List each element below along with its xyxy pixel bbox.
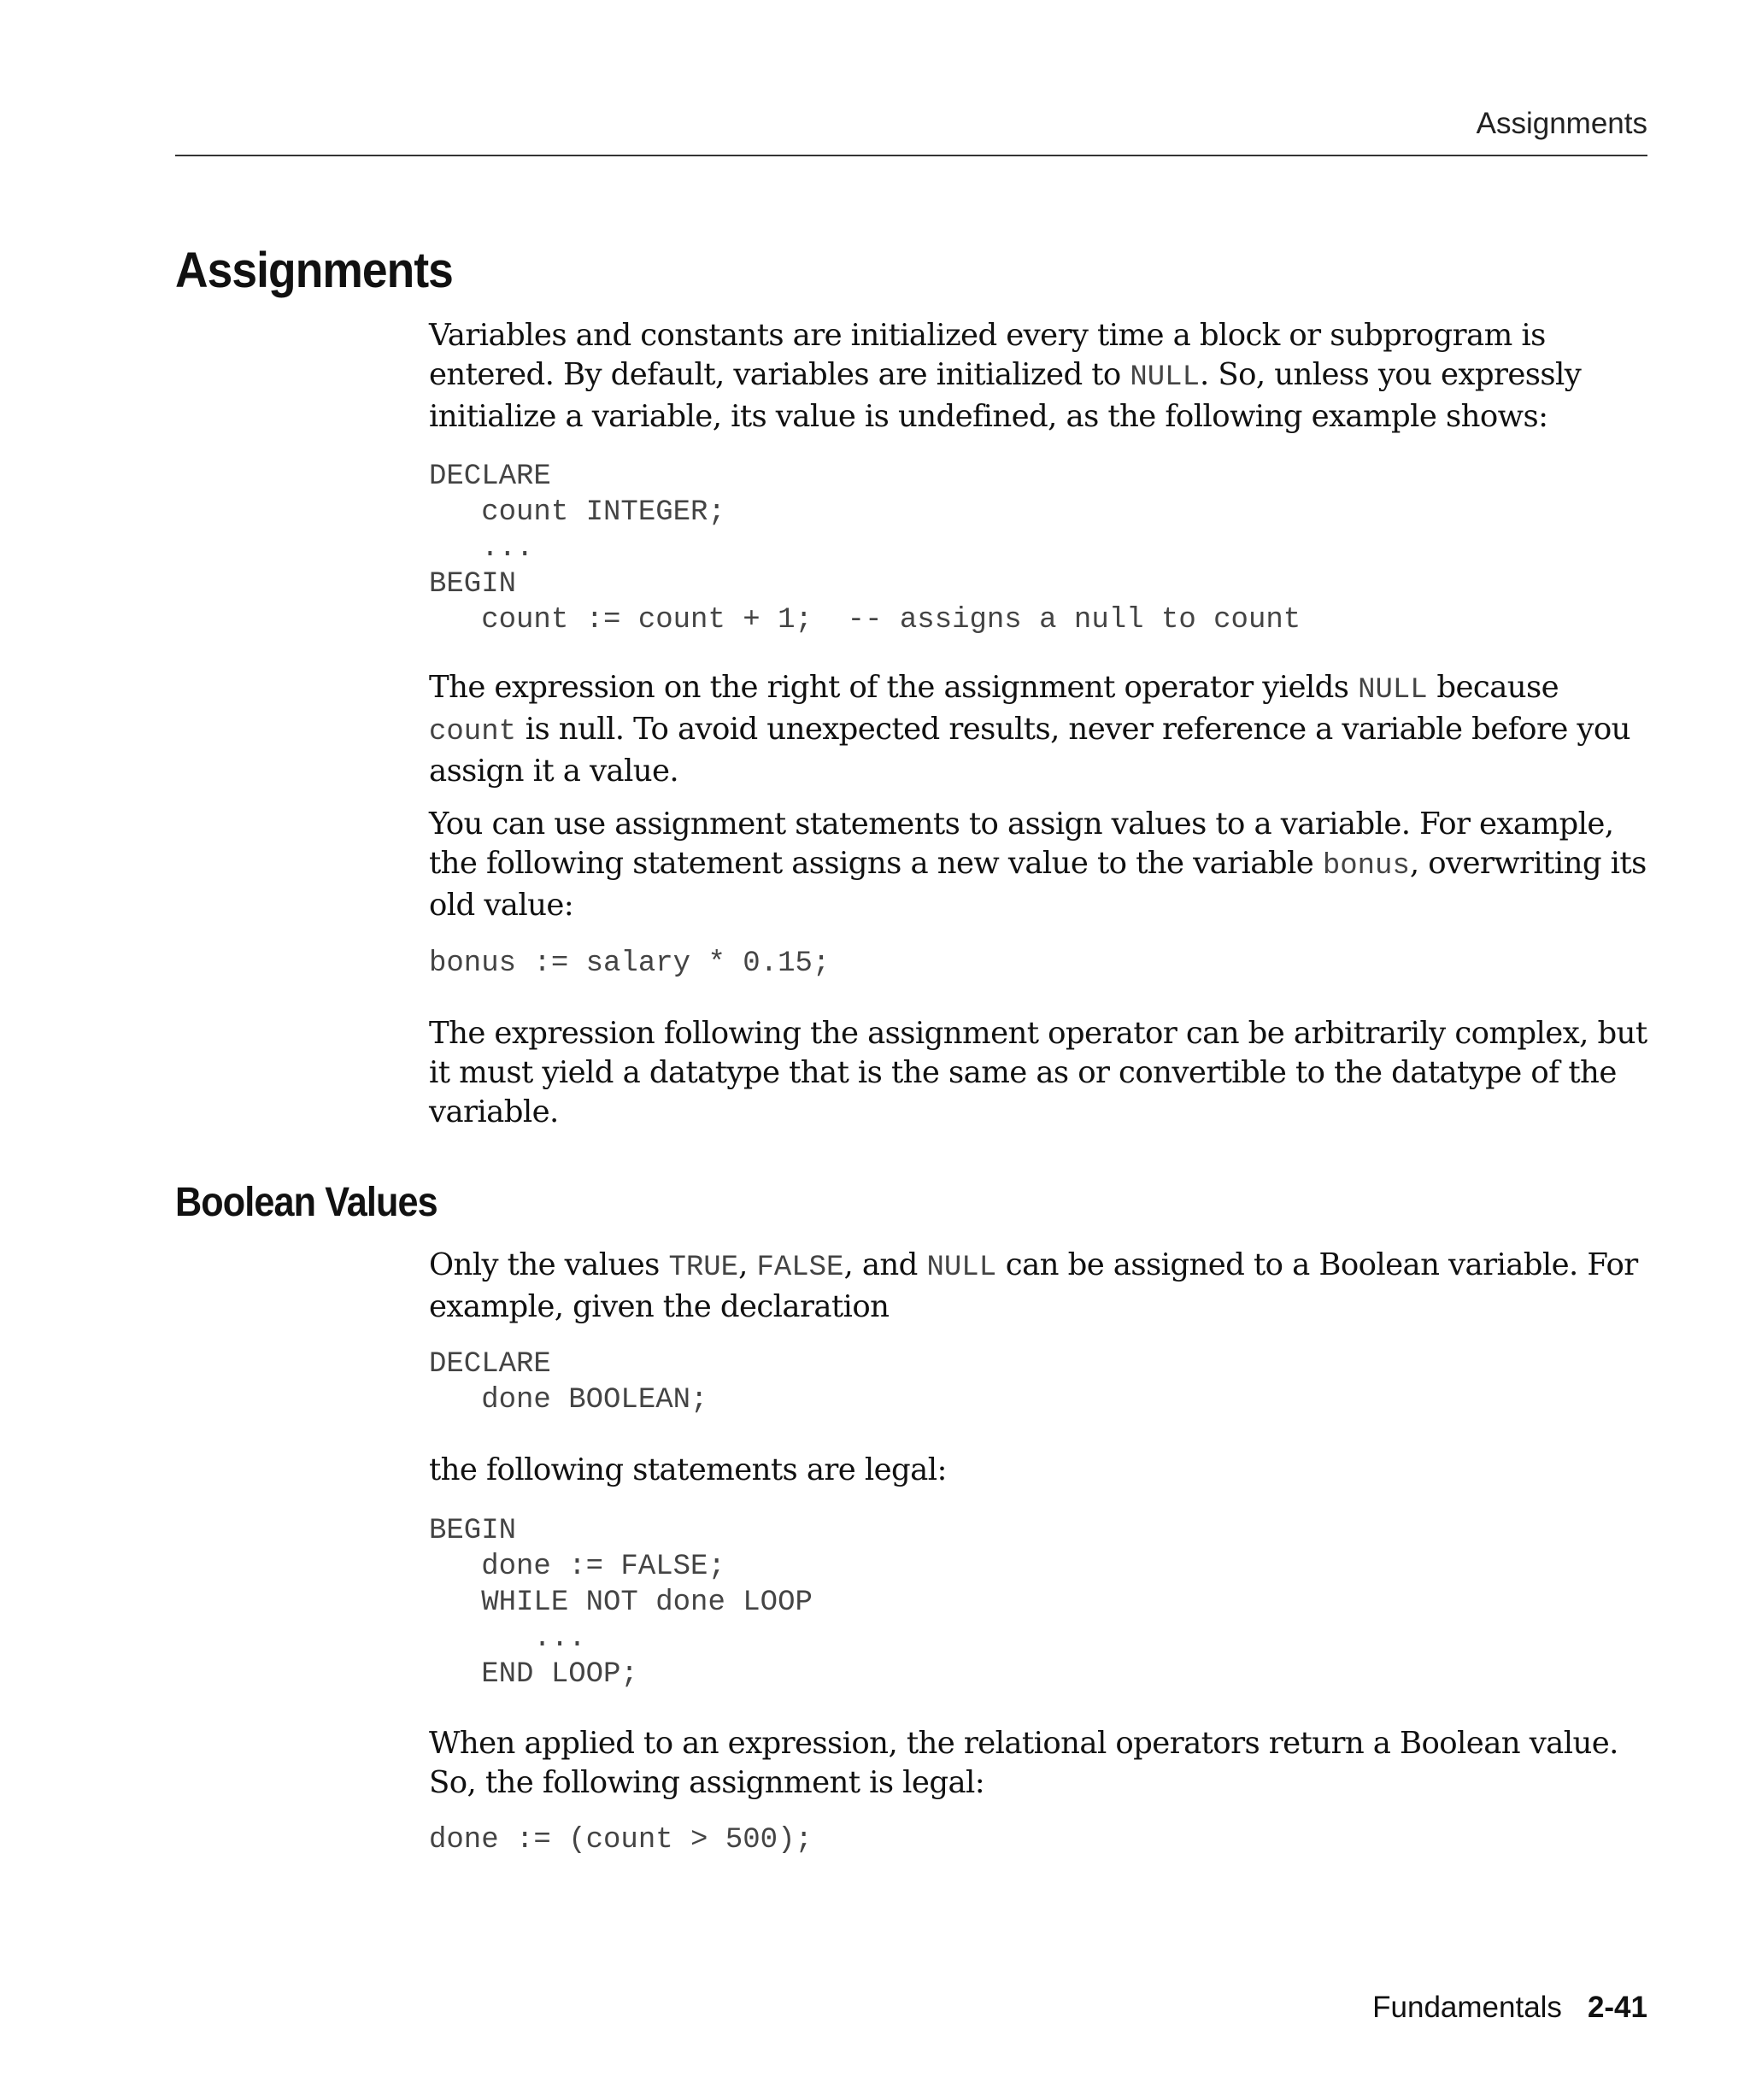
code-line: BEGIN <box>429 568 517 601</box>
page-footer <box>1372 1991 1647 2025</box>
paragraph-null-expression <box>429 668 1651 791</box>
inline-code: NULL <box>926 1252 997 1284</box>
inline-code: bonus <box>1322 850 1410 883</box>
inline-code: TRUE <box>668 1252 739 1284</box>
inline-code: count <box>429 716 517 748</box>
code-line: WHILE NOT done LOOP <box>429 1587 813 1619</box>
paragraph-boolean-values <box>429 1246 1651 1327</box>
footer-chapter: Fundamentals <box>1372 1991 1562 2024</box>
paragraph-legal-statements: the following statements are legal: <box>429 1452 947 1487</box>
code-line: ... <box>429 1622 586 1655</box>
code-line: DECLARE <box>429 1348 551 1381</box>
code-line: bonus := salary * 0.15; <box>429 947 831 980</box>
text: , <box>738 1247 757 1282</box>
paragraph-assignment-statements <box>429 805 1651 925</box>
code-line: done := FALSE; <box>429 1551 725 1583</box>
text: can be assigned to a Boolean variable. For example, given the declaration <box>429 1247 1638 1324</box>
header-rule <box>175 155 1647 156</box>
code-block-done-assignment <box>429 1822 813 1858</box>
code-line: done := (count > 500); <box>429 1824 813 1857</box>
code-line: BEGIN <box>429 1515 517 1547</box>
code-line: count := count + 1; -- assigns a null to count <box>429 604 1301 636</box>
code-block-declare-done <box>429 1346 708 1418</box>
inline-code: NULL <box>1358 674 1428 707</box>
text: because <box>1427 670 1559 705</box>
text: . So, unless you expressly initialize a variable, its value is undefined, as the following example shows: <box>429 357 1582 434</box>
text: Only the values <box>429 1247 669 1282</box>
code-line: DECLARE <box>429 460 551 493</box>
code-line: ... <box>429 532 534 565</box>
code-block-while-loop <box>429 1513 813 1692</box>
section-title: Assignments <box>175 243 453 298</box>
code-block-declare-count <box>429 459 1301 638</box>
paragraph-relational-operators: When applied to an expression, the relational operators return a Boolean value. So, the following assignment is legal: <box>429 1726 1618 1800</box>
subsection-title: Boolean Values <box>175 1180 438 1225</box>
inline-code: FALSE <box>756 1252 844 1284</box>
paragraph-initialization <box>429 316 1651 437</box>
inline-code: NULL <box>1130 361 1200 394</box>
text: You can use assignment statements to assign values to a variable. For example, the following statement assigns a new value to the variable <box>429 807 1614 881</box>
code-line: END LOOP; <box>429 1658 638 1691</box>
text: , and <box>843 1247 927 1282</box>
paragraph-expression-complexity: The expression following the assignment operator can be arbitrarily complex, but it must yield a datatype that is the same as or convertible to the datatype of the variable. <box>429 1016 1647 1129</box>
text: , overwriting its old value: <box>429 846 1647 923</box>
code-line: count INTEGER; <box>429 496 725 529</box>
code-line: done BOOLEAN; <box>429 1384 708 1417</box>
text: The expression on the right of the assignment operator yields <box>429 670 1359 705</box>
running-header: Assignments <box>1476 107 1647 140</box>
code-block-bonus <box>429 946 830 982</box>
text: is null. To avoid unexpected results, never reference a variable before you assign it a value. <box>429 712 1630 789</box>
page-number: 2-41 <box>1587 1991 1647 2024</box>
text: Variables and constants are initialized every time a block or subprogram is entered. By default, variables are initialized to <box>429 318 1546 392</box>
